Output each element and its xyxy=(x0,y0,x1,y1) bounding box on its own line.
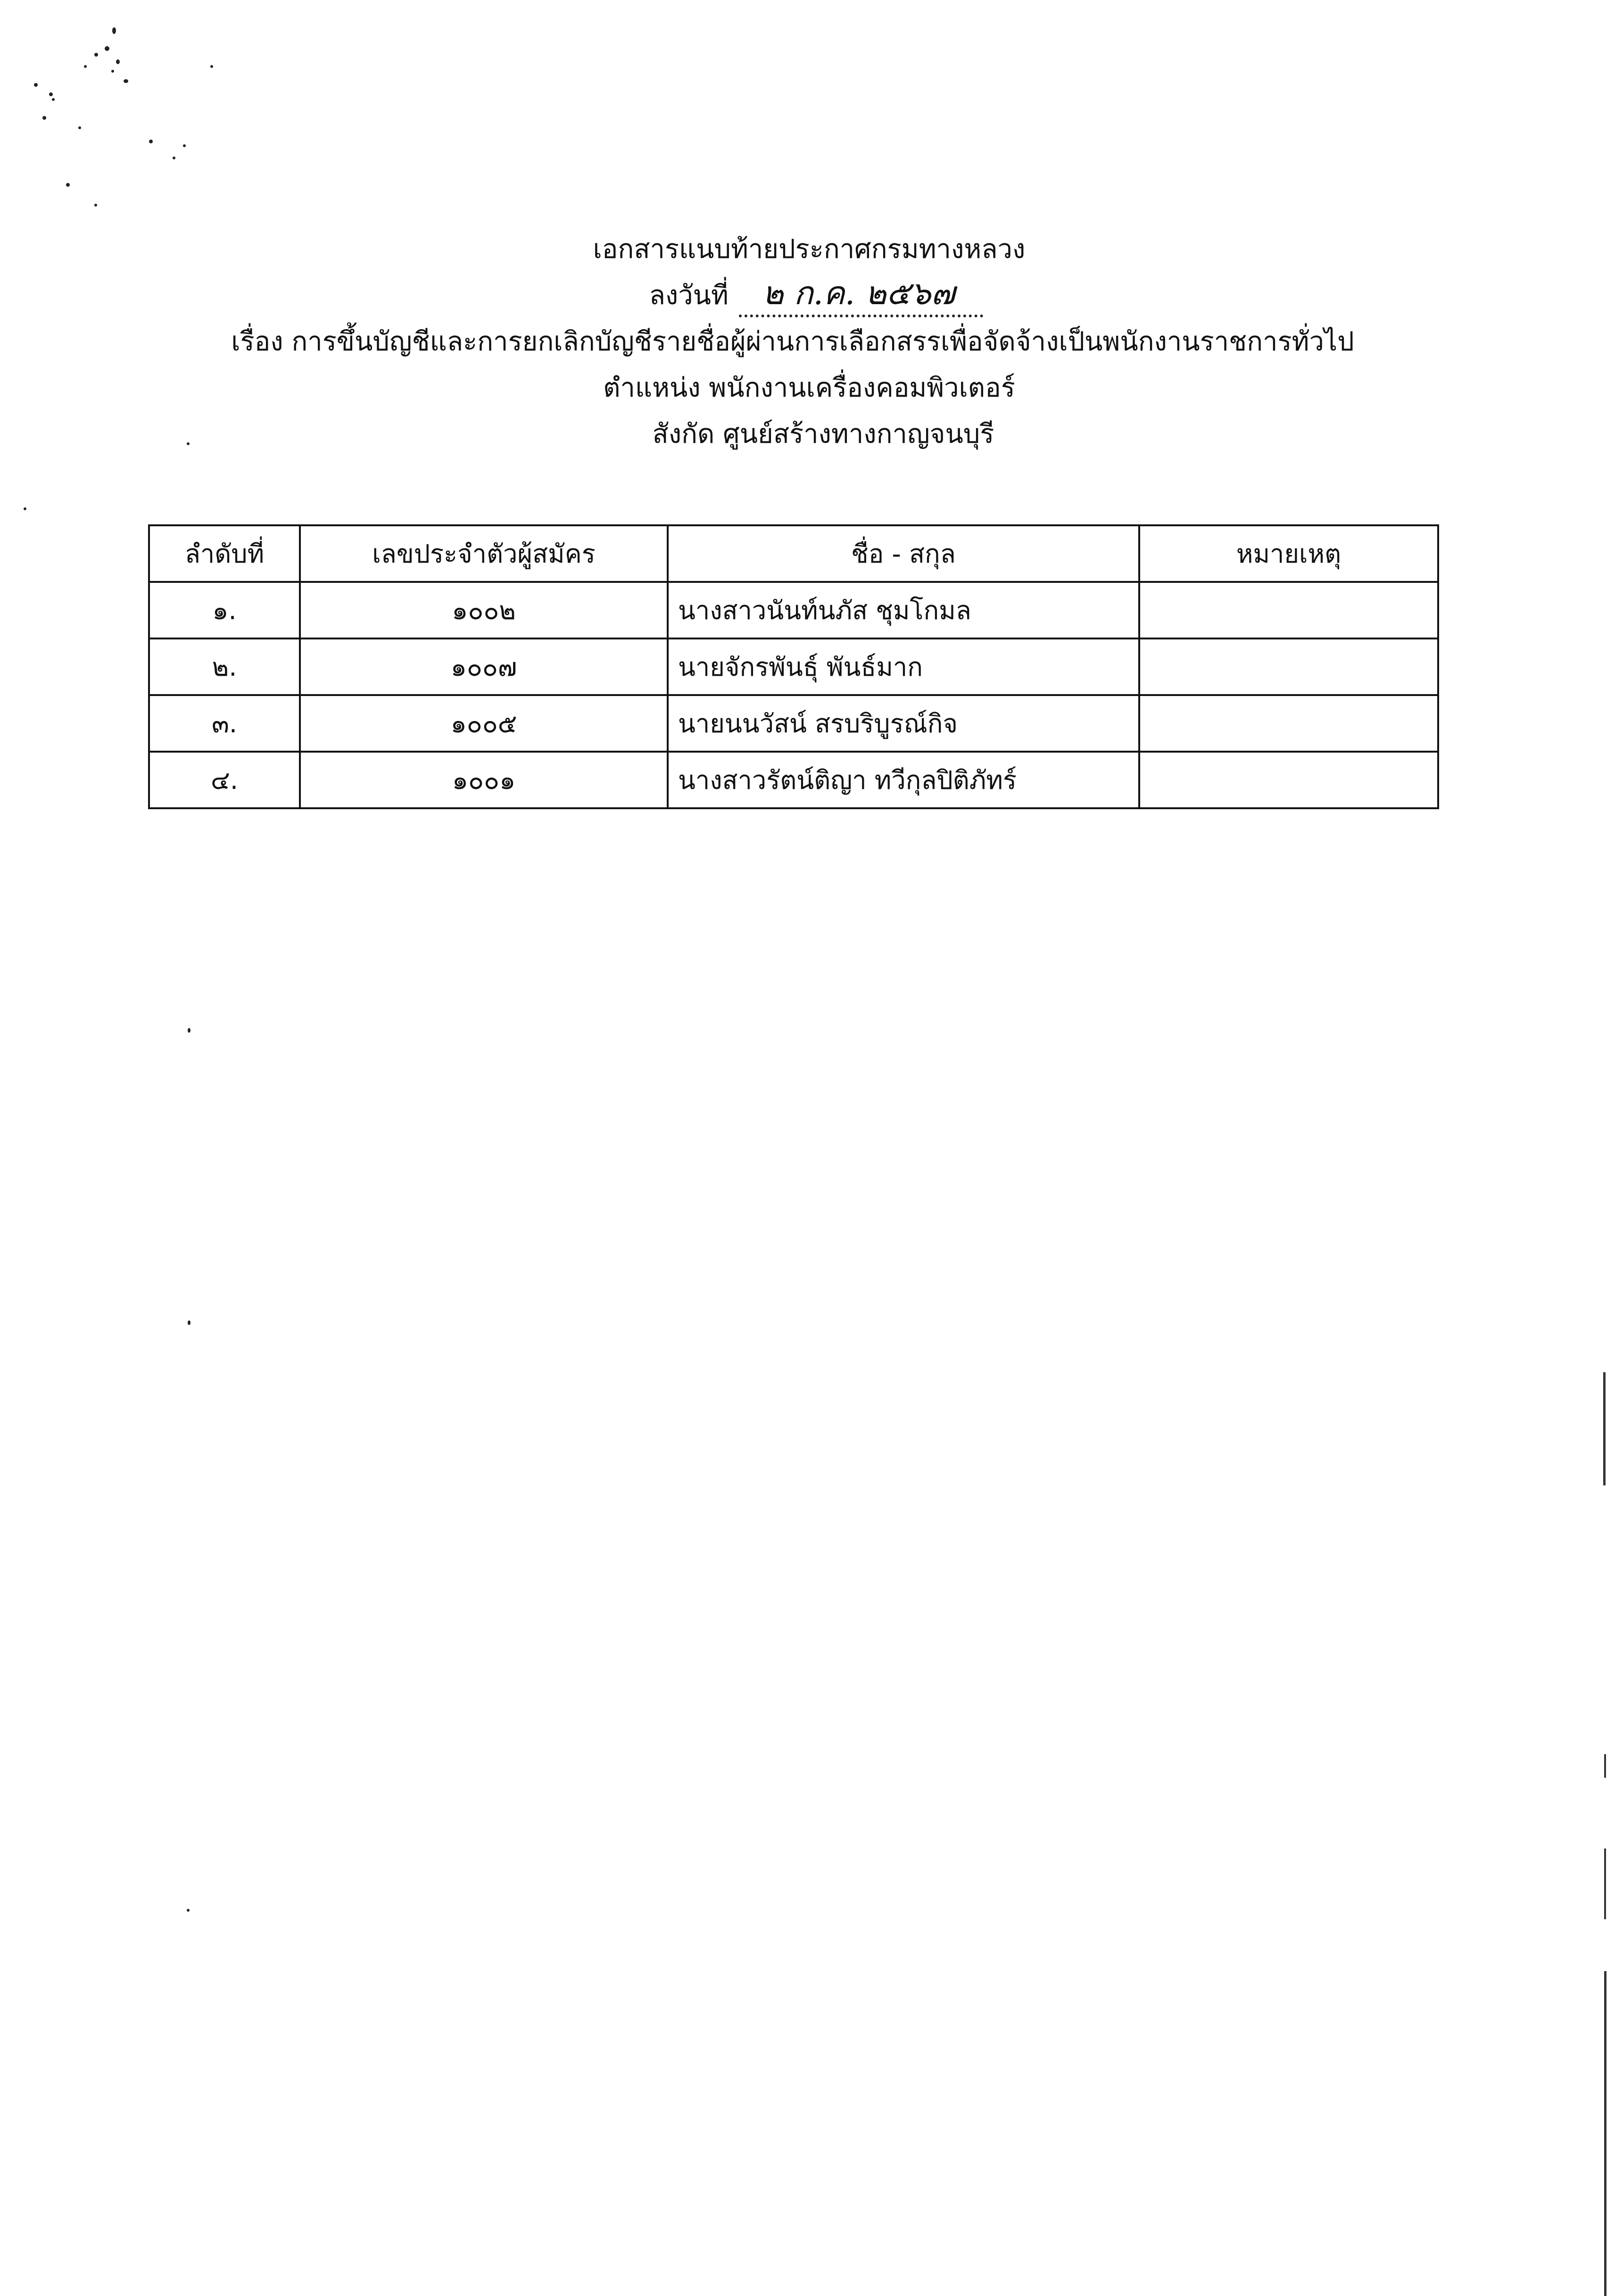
cell-name: นายนนวัสน์ สรบริบูรณ์กิจ xyxy=(668,695,1139,752)
scan-speck xyxy=(111,70,114,73)
cell-no: ๒. xyxy=(149,638,300,695)
cell-applicant-id: ๑๐๐๒ xyxy=(300,582,668,638)
cell-name: นางสาวรัตน์ติญา ทวีกุลปิติภัทร์ xyxy=(668,752,1139,808)
scan-speck xyxy=(188,1028,190,1033)
scan-edge-line xyxy=(1603,1372,1606,1485)
column-header-remark: หมายเหตุ xyxy=(1139,525,1438,582)
scan-speck xyxy=(187,1909,190,1912)
column-header-no: ลำดับที่ xyxy=(149,525,300,582)
cell-remark xyxy=(1139,638,1438,695)
scan-edge-line xyxy=(1604,1971,1606,2296)
scan-speck xyxy=(105,46,109,51)
scan-speck xyxy=(94,204,97,207)
column-header-name: ชื่อ - สกุล xyxy=(668,525,1139,582)
cell-no: ๔. xyxy=(149,752,300,808)
announcement-date xyxy=(9,273,1623,319)
document-subject: เรื่อง การขึ้นบัญชีและการยกเลิกบัญชีรายชื่อผู้ผ่านการเลือกสรรเพื่อจัดจ้างเป็นพนักงานราชการทั่วไป xyxy=(231,326,1354,357)
scan-speck xyxy=(173,157,175,159)
scan-speck xyxy=(112,27,116,34)
table-header-row xyxy=(149,525,1438,582)
scan-speck xyxy=(116,59,120,64)
table-row xyxy=(149,695,1438,752)
cell-applicant-id: ๑๐๐๕ xyxy=(300,695,668,752)
cell-applicant-id: ๑๐๐๑ xyxy=(300,752,668,808)
scan-speck xyxy=(24,507,26,510)
cell-applicant-id: ๑๐๐๗ xyxy=(300,638,668,695)
cell-remark xyxy=(1139,582,1438,638)
position-line: ตำแหน่ง พนักงานเครื่องคอมพิวเตอร์ xyxy=(603,373,1015,403)
document-heading xyxy=(0,226,1623,457)
scan-speck xyxy=(34,83,38,87)
scan-speck xyxy=(84,65,87,68)
cell-remark xyxy=(1139,695,1438,752)
scan-edge-line xyxy=(1604,1754,1606,1778)
cell-no: ๑. xyxy=(149,582,300,638)
cell-no: ๓. xyxy=(149,695,300,752)
date-label: ลงวันที่ xyxy=(649,280,729,311)
cell-name: นายจักรพันธุ์ พันธ์มาก xyxy=(668,638,1139,695)
cell-remark xyxy=(1139,752,1438,808)
unit-line: สังกัด ศูนย์สร้างทางกาญจนบุรี xyxy=(652,419,994,449)
scan-speck xyxy=(188,1320,190,1325)
column-header-applicant-id: เลขประจำตัวผู้สมัคร xyxy=(300,525,668,582)
scan-speck xyxy=(210,65,213,68)
document-title: เอกสารแนบท้ายประกาศกรมทางหลวง xyxy=(593,234,1026,265)
scan-speck xyxy=(52,98,55,101)
table-row xyxy=(149,752,1438,808)
scan-speck xyxy=(42,116,46,120)
scan-speck xyxy=(124,79,128,83)
applicants-table xyxy=(148,524,1439,809)
scan-speck xyxy=(149,140,153,143)
table-row xyxy=(149,638,1438,695)
scan-speck xyxy=(49,92,53,96)
scan-speck xyxy=(66,183,70,187)
scan-speck xyxy=(183,144,186,147)
date-value: ๒ ก.ค. ๒๕๖๗ xyxy=(739,275,984,317)
scan-speck xyxy=(94,53,98,57)
scan-edge-line xyxy=(1604,1848,1606,1919)
table-row xyxy=(149,582,1438,638)
scan-speck xyxy=(78,126,81,129)
cell-name: นางสาวนันท์นภัส ชุมโกมล xyxy=(668,582,1139,638)
